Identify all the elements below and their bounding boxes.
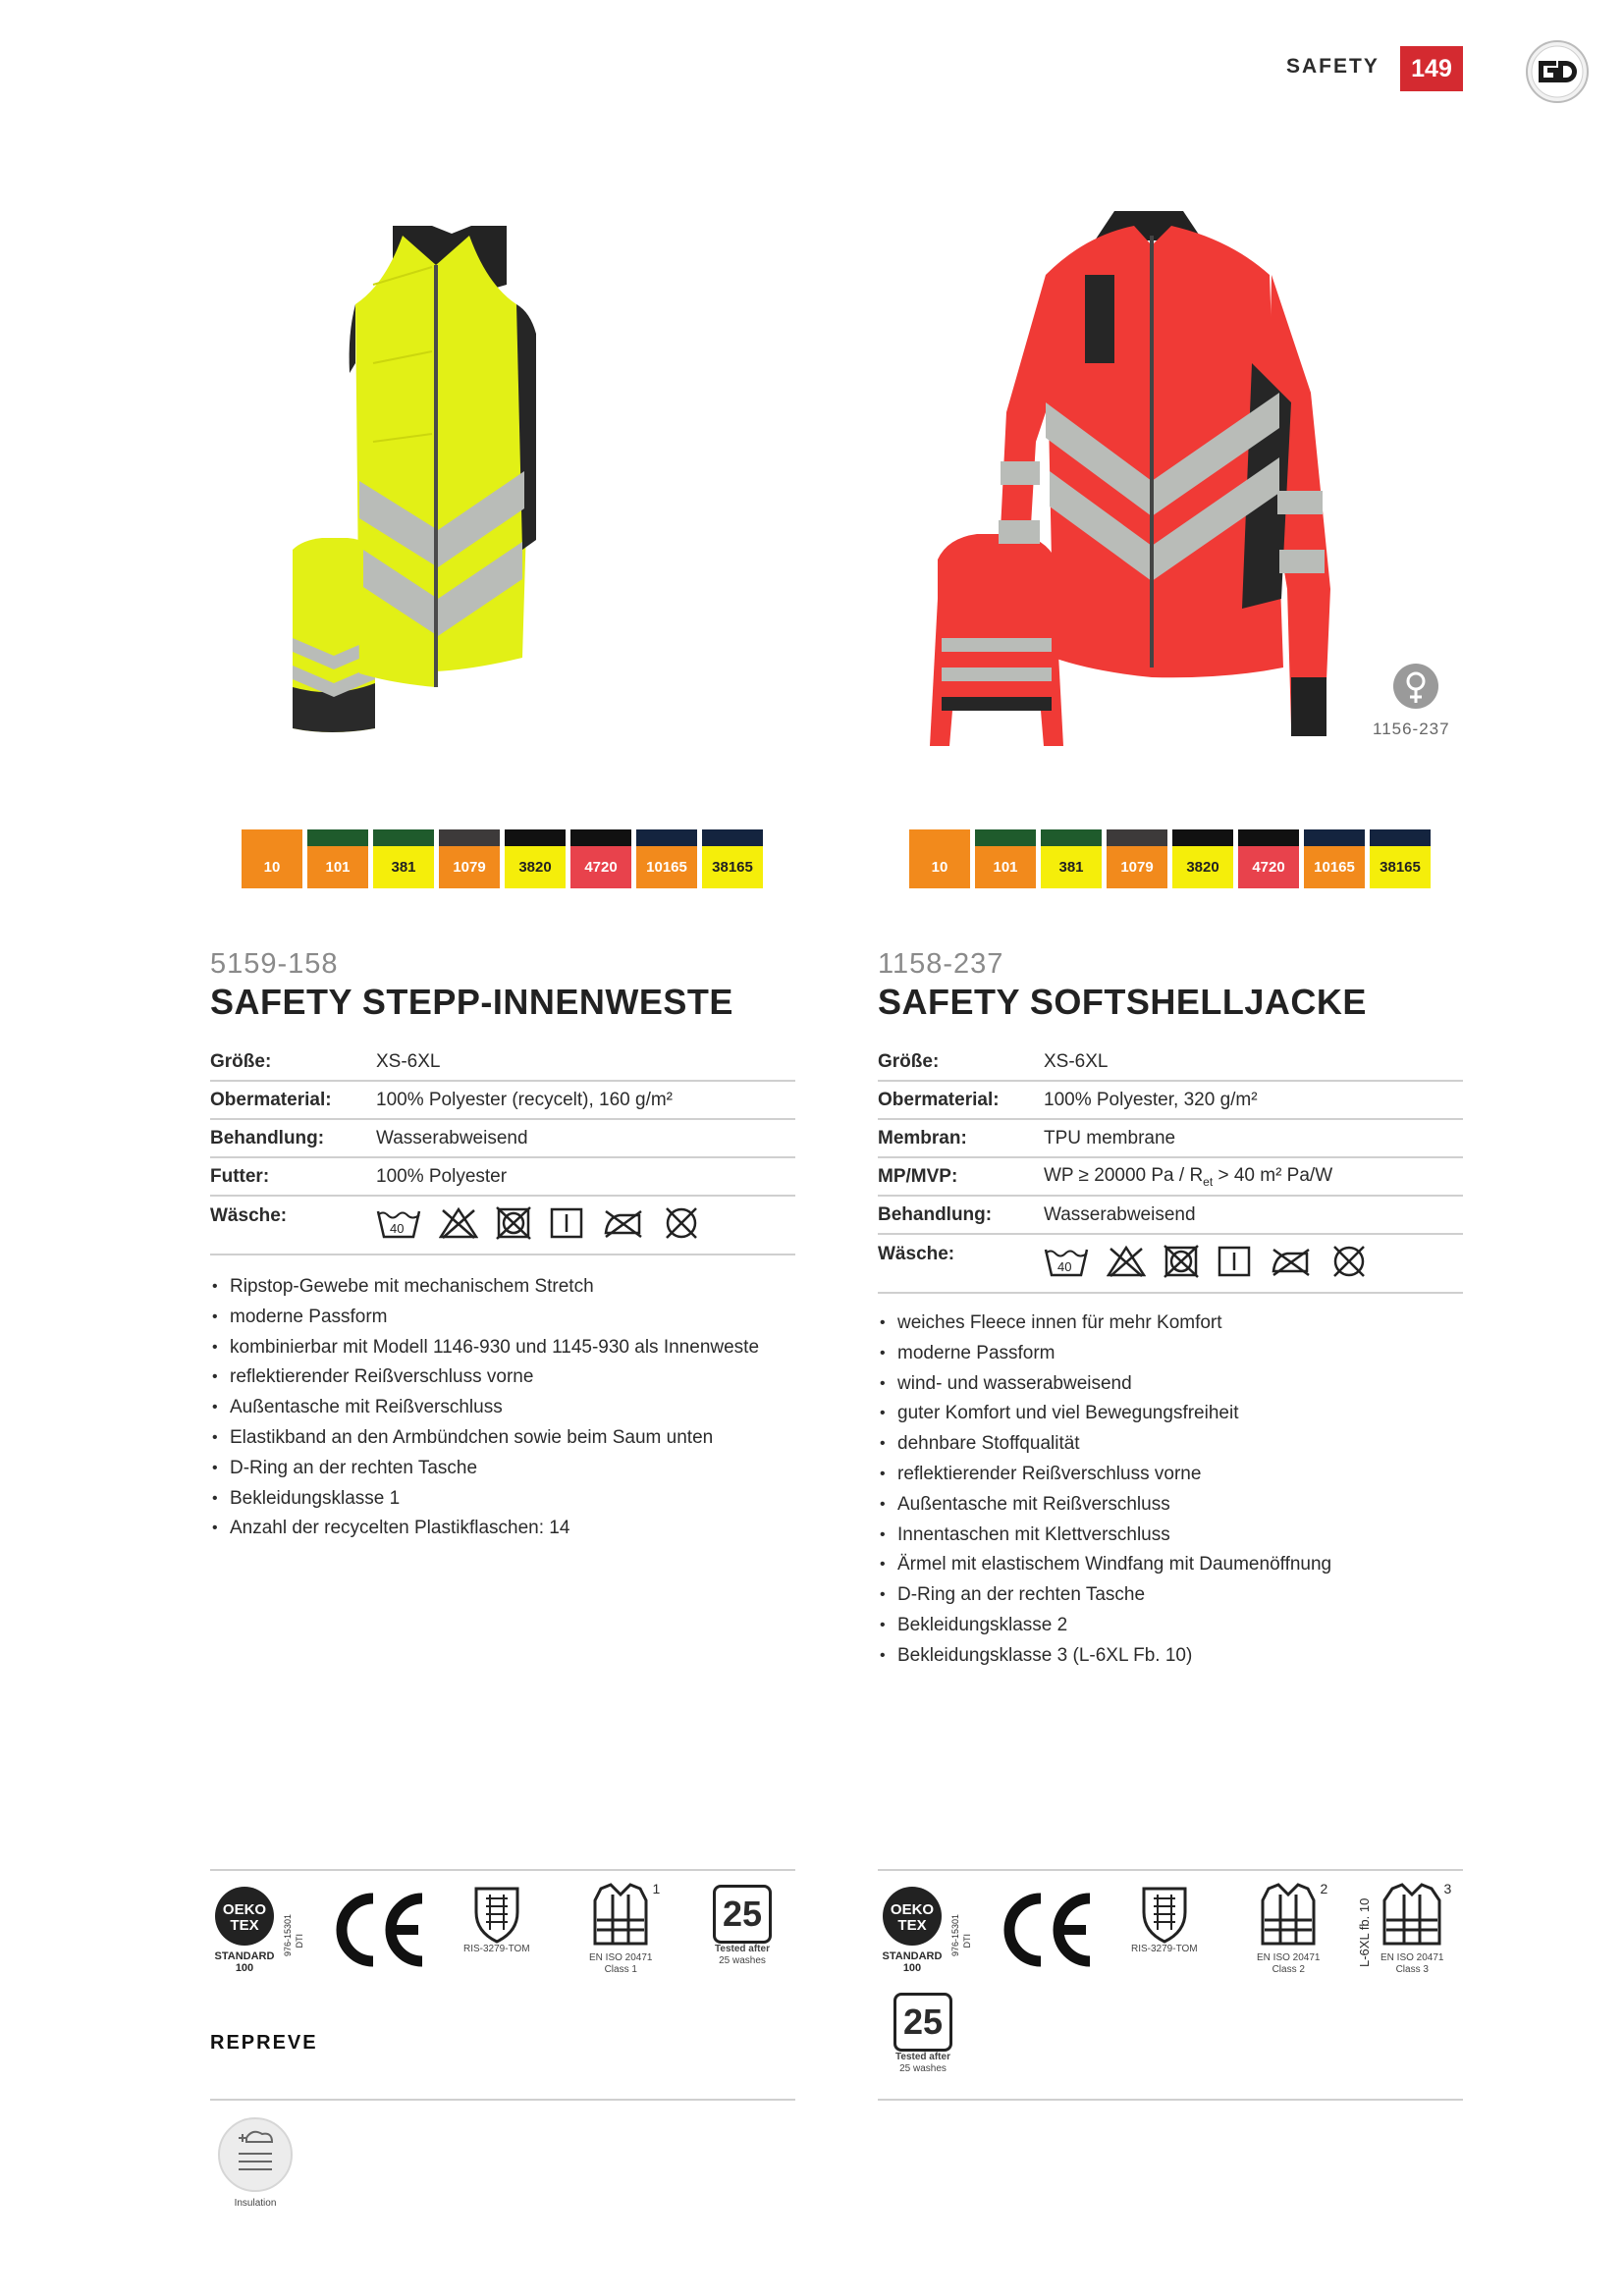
swatch-top bbox=[702, 829, 763, 846]
female-variant-ref: 1156-237 bbox=[1373, 720, 1450, 738]
spec-row bbox=[210, 1082, 795, 1120]
hivis-vest-icon bbox=[591, 1883, 650, 1948]
list-item: • Elastikband an den Armbündchen sowie beim Saum unten bbox=[210, 1423, 819, 1454]
svg-text:40: 40 bbox=[1057, 1259, 1072, 1274]
wash-count-label: 25 washes bbox=[719, 1955, 766, 1966]
no-bleach-icon bbox=[1107, 1245, 1146, 1278]
color-swatch bbox=[1107, 829, 1167, 888]
oeko-number: 100 bbox=[235, 1962, 254, 1974]
swatch-code: 381 bbox=[1041, 846, 1102, 888]
insulation-badge bbox=[216, 2116, 295, 2210]
rail-shield-icon bbox=[1140, 1885, 1189, 1944]
svg-text:OEKO: OEKO bbox=[222, 1901, 267, 1918]
svg-text:TEX: TEX bbox=[230, 1917, 259, 1934]
no-iron-icon bbox=[602, 1207, 645, 1239]
spec-key: Futter: bbox=[210, 1165, 270, 1187]
list-item: • Bekleidungsklasse 2 bbox=[878, 1611, 1487, 1641]
color-swatch bbox=[1041, 829, 1102, 888]
color-swatch bbox=[505, 829, 566, 888]
swatch-top bbox=[975, 829, 1036, 846]
color-swatch bbox=[1172, 829, 1233, 888]
spec-key: Wäsche: bbox=[210, 1205, 288, 1226]
no-dry-clean-icon bbox=[663, 1205, 700, 1241]
oeko-standard: STANDARD bbox=[214, 1950, 275, 1962]
swatch-code: 10 bbox=[909, 846, 970, 888]
list-item: • weiches Fleece innen für mehr Komfort bbox=[878, 1308, 1487, 1339]
spec-row-wash bbox=[878, 1235, 1463, 1294]
article-number: 5159-158 bbox=[210, 948, 339, 980]
oeko-code: 976-15301 bbox=[950, 1914, 960, 1957]
swatch-top bbox=[1107, 829, 1167, 846]
ris-label: RIS-3279-TOM bbox=[463, 1944, 530, 1954]
list-item: • Außentasche mit Reißverschluss bbox=[210, 1393, 819, 1423]
product-title: SAFETY SOFTSHELLJACKE bbox=[878, 982, 1367, 1022]
line-dry-icon bbox=[549, 1206, 584, 1240]
en-class: Class 3 bbox=[1395, 1964, 1429, 1975]
divider bbox=[210, 1869, 795, 1871]
spec-row bbox=[210, 1043, 795, 1082]
svg-text:40: 40 bbox=[390, 1221, 405, 1236]
repreve-logo: REPREVE bbox=[210, 2032, 318, 2054]
swatch-top bbox=[909, 829, 970, 846]
color-swatch bbox=[307, 829, 368, 888]
brand-logo bbox=[1525, 39, 1590, 104]
list-item: • Bekleidungsklasse 3 (L-6XL Fb. 10) bbox=[878, 1641, 1487, 1672]
list-item: • D-Ring an der rechten Tasche bbox=[878, 1580, 1487, 1611]
female-variant-icon bbox=[1392, 663, 1439, 710]
no-bleach-icon bbox=[439, 1206, 478, 1240]
list-item: • Ärmel mit elastischem Windfang mit Daumenöffnung bbox=[878, 1550, 1487, 1580]
spec-value: XS-6XL bbox=[376, 1050, 441, 1072]
spec-table-vest bbox=[210, 1043, 795, 1255]
no-tumble-dry-icon bbox=[1164, 1245, 1199, 1278]
spec-row bbox=[210, 1158, 795, 1197]
swatch-top bbox=[242, 829, 302, 846]
swatch-code: 10165 bbox=[636, 846, 697, 888]
oeko-institute: DTI bbox=[962, 1934, 972, 1949]
oeko-number: 100 bbox=[902, 1962, 922, 1974]
spec-row bbox=[878, 1082, 1463, 1120]
swatch-code: 4720 bbox=[570, 846, 631, 888]
cert-en-iso-20471-class1 bbox=[589, 1881, 661, 1976]
spec-value-sub: et bbox=[1203, 1174, 1214, 1189]
en-class: Class 1 bbox=[604, 1964, 637, 1975]
spec-key: MP/MVP: bbox=[878, 1165, 958, 1187]
cert-oeko-tex bbox=[210, 1887, 304, 1974]
wash-count-label: 25 washes bbox=[899, 2063, 947, 2074]
oeko-institute: DTI bbox=[295, 1934, 304, 1949]
color-swatch bbox=[373, 829, 434, 888]
swatch-top bbox=[373, 829, 434, 846]
class-number: 1 bbox=[652, 1881, 661, 1896]
spec-row bbox=[878, 1043, 1463, 1082]
section-title: SAFETY bbox=[1286, 55, 1380, 78]
cert-en-iso-20471-class3 bbox=[1380, 1881, 1452, 1976]
no-dry-clean-icon bbox=[1330, 1244, 1368, 1279]
list-item: • Innentaschen mit Klettverschluss bbox=[878, 1521, 1487, 1551]
list-item: • dehnbare Stoffqualität bbox=[878, 1429, 1487, 1460]
oeko-standard: STANDARD bbox=[882, 1950, 943, 1962]
oeko-tex-icon bbox=[213, 1887, 276, 1946]
spec-value: Wasserabweisend bbox=[1044, 1203, 1196, 1225]
spec-row bbox=[878, 1158, 1463, 1197]
divider bbox=[878, 1869, 1463, 1871]
list-item: • reflektierender Reißverschluss vorne bbox=[210, 1362, 819, 1393]
spec-row bbox=[878, 1120, 1463, 1158]
class-number: 2 bbox=[1320, 1881, 1328, 1896]
spec-value-part: WP ≥ 20000 Pa / R bbox=[1044, 1164, 1204, 1186]
spec-value: Wasserabweisend bbox=[376, 1127, 528, 1148]
swatch-code: 3820 bbox=[505, 846, 566, 888]
color-swatch bbox=[975, 829, 1036, 888]
spec-key: Größe: bbox=[210, 1050, 272, 1072]
en-class: Class 2 bbox=[1272, 1964, 1305, 1975]
swatch-top bbox=[307, 829, 368, 846]
spec-key: Behandlung: bbox=[210, 1127, 325, 1148]
spec-table-jacket bbox=[878, 1043, 1463, 1294]
cert-ris bbox=[1131, 1885, 1198, 1955]
swatch-code: 10 bbox=[242, 846, 302, 888]
jacket-back-view bbox=[930, 534, 1063, 746]
spec-value: 100% Polyester bbox=[376, 1165, 508, 1187]
rail-shield-icon bbox=[472, 1885, 521, 1944]
spec-key: Größe: bbox=[878, 1050, 940, 1072]
feature-list-vest bbox=[210, 1272, 819, 1544]
spec-value-part: > 40 m² Pa/W bbox=[1213, 1164, 1333, 1186]
color-swatch bbox=[702, 829, 763, 888]
swatch-top bbox=[1041, 829, 1102, 846]
list-item: • Ripstop-Gewebe mit mechanischem Stretch bbox=[210, 1272, 819, 1303]
product-title: SAFETY STEPP-INNENWESTE bbox=[210, 982, 733, 1022]
swatch-top bbox=[439, 829, 500, 846]
cert-tested-25-washes bbox=[893, 1993, 952, 2075]
ce-mark-icon bbox=[332, 1893, 430, 1967]
wash-care-icons bbox=[1044, 1244, 1463, 1279]
insulation-label: Insulation bbox=[234, 2198, 277, 2209]
spec-row bbox=[210, 1120, 795, 1158]
page-number-badge: 149 bbox=[1400, 46, 1463, 91]
color-swatch bbox=[1238, 829, 1299, 888]
list-item: • moderne Passform bbox=[210, 1303, 819, 1333]
spec-key: Membran: bbox=[878, 1127, 967, 1148]
cert-ris bbox=[463, 1885, 530, 1955]
wash-40-icon bbox=[1044, 1246, 1089, 1277]
spec-value bbox=[1044, 1165, 1463, 1189]
hivis-vest-icon bbox=[1259, 1883, 1318, 1948]
en-norm: EN ISO 20471 bbox=[1257, 1952, 1321, 1963]
swatch-code: 3820 bbox=[1172, 846, 1233, 888]
cert-tested-25-washes bbox=[713, 1885, 772, 1967]
color-swatches-jacket bbox=[909, 829, 1431, 888]
list-item: • D-Ring an der rechten Tasche bbox=[210, 1454, 819, 1484]
swatch-top bbox=[570, 829, 631, 846]
oeko-code: 976-15301 bbox=[283, 1914, 293, 1957]
spec-key: Obermaterial: bbox=[210, 1089, 332, 1110]
swatch-code: 381 bbox=[373, 846, 434, 888]
en-norm: EN ISO 20471 bbox=[1380, 1952, 1444, 1963]
swatch-top bbox=[1304, 829, 1365, 846]
spec-key: Wäsche: bbox=[878, 1244, 955, 1264]
list-item: • reflektierender Reißverschluss vorne bbox=[878, 1460, 1487, 1490]
color-swatch bbox=[570, 829, 631, 888]
no-iron-icon bbox=[1270, 1246, 1313, 1277]
feature-list-jacket bbox=[878, 1308, 1487, 1672]
en-norm: EN ISO 20471 bbox=[589, 1952, 653, 1963]
swatch-code: 1079 bbox=[439, 846, 500, 888]
spec-row bbox=[878, 1197, 1463, 1235]
swatch-top bbox=[1238, 829, 1299, 846]
list-item: • Bekleidungsklasse 1 bbox=[210, 1484, 819, 1515]
spec-value: XS-6XL bbox=[1044, 1050, 1109, 1072]
spec-value: 100% Polyester (recycelt), 160 g/m² bbox=[376, 1089, 674, 1110]
swatch-top bbox=[1172, 829, 1233, 846]
wash-tested-label: Tested after bbox=[715, 1944, 770, 1954]
swatch-top bbox=[636, 829, 697, 846]
color-swatch bbox=[1304, 829, 1365, 888]
line-dry-icon bbox=[1217, 1245, 1252, 1278]
hivis-jacket-icon bbox=[1382, 1883, 1441, 1948]
swatch-code: 1079 bbox=[1107, 846, 1167, 888]
list-item: • kombinierbar mit Modell 1146-930 und 1145-930 als Innenweste bbox=[210, 1333, 819, 1363]
cert-en-iso-20471-class2 bbox=[1257, 1881, 1328, 1976]
wash-care-icons bbox=[376, 1205, 795, 1241]
oeko-tex-icon bbox=[881, 1887, 944, 1946]
list-item: • wind- und wasserabweisend bbox=[878, 1369, 1487, 1400]
list-item: • guter Komfort und viel Bewegungsfreiheit bbox=[878, 1399, 1487, 1429]
divider bbox=[878, 2099, 1463, 2101]
svg-text:OEKO: OEKO bbox=[890, 1901, 935, 1918]
swatch-code: 101 bbox=[975, 846, 1036, 888]
color-swatch bbox=[439, 829, 500, 888]
product-image-vest bbox=[275, 226, 638, 746]
color-swatch bbox=[242, 829, 302, 888]
insulation-icon bbox=[217, 2116, 294, 2193]
ce-mark-icon bbox=[1000, 1893, 1098, 1967]
list-item: • Anzahl der recycelten Plastikflaschen: 14 bbox=[210, 1514, 819, 1544]
wash-tested-label: Tested after bbox=[895, 2052, 950, 2062]
spec-value: TPU membrane bbox=[1044, 1127, 1176, 1148]
vest-front-view bbox=[350, 226, 536, 687]
spec-key: Behandlung: bbox=[878, 1203, 993, 1225]
no-tumble-dry-icon bbox=[496, 1206, 531, 1240]
color-swatches-vest bbox=[242, 829, 763, 888]
class-number: 3 bbox=[1443, 1881, 1452, 1896]
spec-value: 100% Polyester, 320 g/m² bbox=[1044, 1089, 1258, 1110]
swatch-code: 38165 bbox=[702, 846, 763, 888]
list-item: • moderne Passform bbox=[878, 1339, 1487, 1369]
spec-key: Obermaterial: bbox=[878, 1089, 1000, 1110]
svg-text:TEX: TEX bbox=[897, 1917, 927, 1934]
article-number: 1158-237 bbox=[878, 948, 1004, 980]
wash-40-icon bbox=[376, 1207, 421, 1239]
swatch-code: 10165 bbox=[1304, 846, 1365, 888]
ris-label: RIS-3279-TOM bbox=[1131, 1944, 1198, 1954]
color-swatch bbox=[636, 829, 697, 888]
list-item: • Außentasche mit Reißverschluss bbox=[878, 1490, 1487, 1521]
swatch-code: 4720 bbox=[1238, 846, 1299, 888]
swatch-top bbox=[505, 829, 566, 846]
swatch-code: 38165 bbox=[1370, 846, 1431, 888]
swatch-code: 101 bbox=[307, 846, 368, 888]
color-swatch bbox=[909, 829, 970, 888]
class3-size-note: L-6XL fb. 10 bbox=[1357, 1897, 1372, 1967]
cert-oeko-tex bbox=[878, 1887, 972, 1974]
wash-count-icon: 25 bbox=[893, 1993, 952, 2052]
swatch-top bbox=[1370, 829, 1431, 846]
divider bbox=[210, 2099, 795, 2101]
wash-count-icon: 25 bbox=[713, 1885, 772, 1944]
color-swatch bbox=[1370, 829, 1431, 888]
spec-row-wash bbox=[210, 1197, 795, 1255]
product-image-jacket bbox=[928, 206, 1340, 756]
